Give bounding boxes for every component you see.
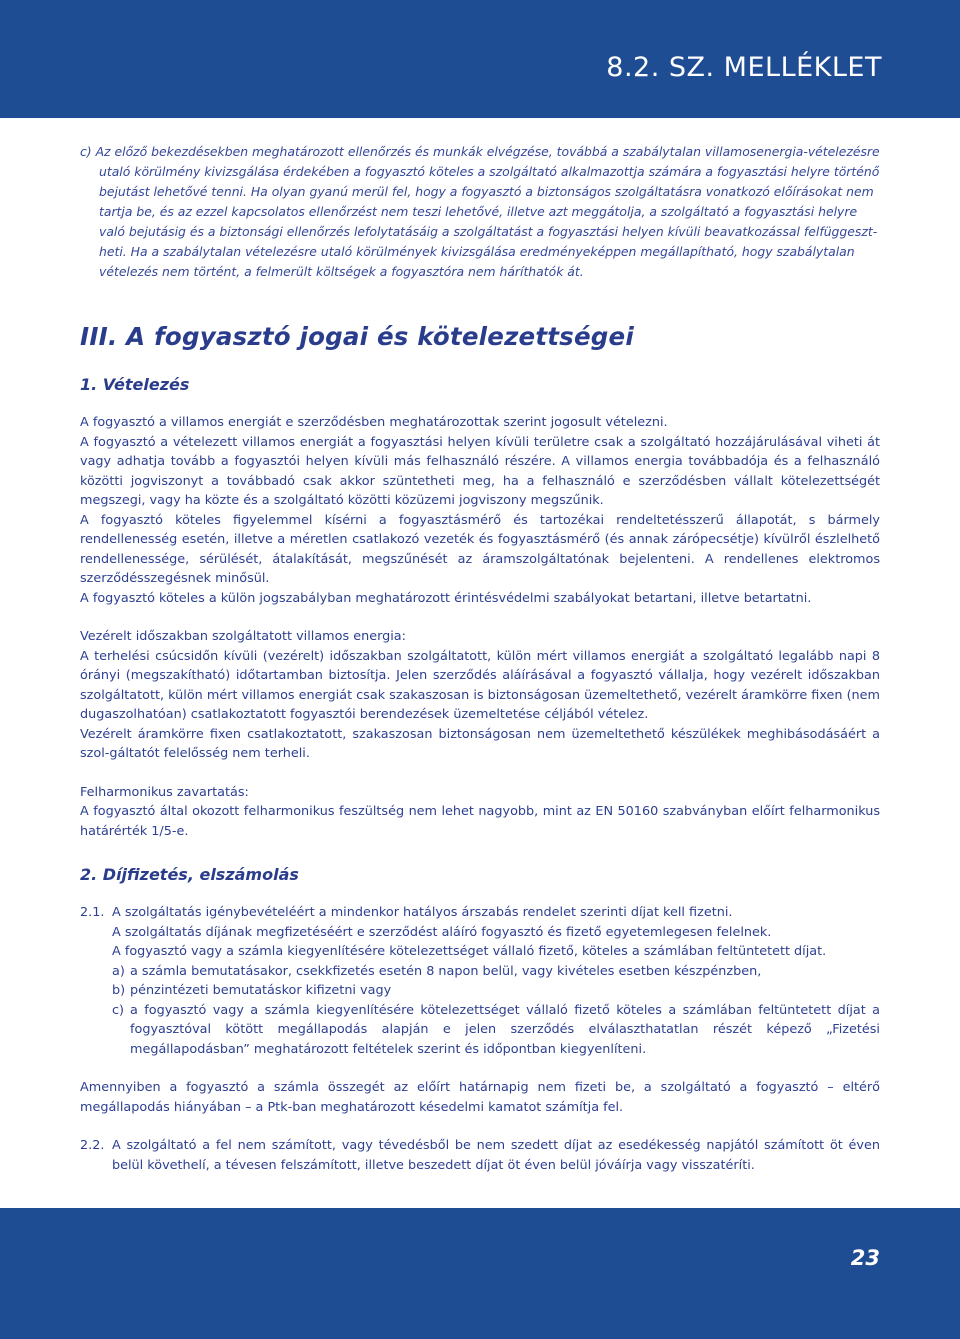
sub-item-c [80,1001,880,1060]
page-content [80,142,880,1175]
subsection-title-dijfizetes: 2. Díjfizetés, elszámolás [80,865,299,884]
intro-line: utaló körülmény kivizsgálása érdekében a fogyasztó köteles a szolgáltató alkalmazottja számára a fogyasztási helyre történő [99,164,880,179]
sub-item-a [80,962,880,982]
intro-line: tartja be, és az ezzel kapcsolatos ellenőrzést nem teszi lehetővé, illetve azt meggátolja, a szolgáltató a fogyasztási helyre [99,204,858,219]
list-line: A szolgáltatás igénybevételéért a mindenkor hatályos árszabás rendelet szerinti díjat kell fizetni. [112,905,733,920]
sub-item-b [80,981,880,1001]
numbered-item-2-2 [80,1136,880,1175]
sub-item-marker: c) [112,1002,125,1018]
item-number: 2.2. [80,1138,105,1153]
paragraph: A fogyasztó által okozott felharmonikus feszültség nem lehet nagyobb, mint az EN 50160 szabványban előírt felharmonikus határérték 1/5-e. [80,804,880,839]
paragraph: Vezérelt áramkörre fixen csatlakoztatott, szakaszosan biztonságosan nem üzemeltethető készülékek meghibásodásáért a szol-gáltatót felelősség nem terheli. [80,726,880,761]
vetelezes-body [80,413,880,841]
numbered-item-2-1 [80,903,880,962]
intro-line: bejutást lehetővé tenni. Ha olyan gyanú merül fel, hogy a fogyasztó a biztonságos szolgáltatásra vonatkozó előírásokat nem [99,184,874,199]
sub-item-marker: a) [112,963,125,979]
intro-line: c) Az előző bekezdésekben meghatározott ellenőrzés és munkák elvégzése, továbbá a szabálytalan villamosenergia-vételezésre [80,144,880,159]
section-title: III. A fogyasztó jogai és kötelezettségei [80,322,634,351]
paragraph: A fogyasztó köteles figyelemmel kísérni a fogyasztásmérő és tartozékai rendeltetésszerű állapotát, s bármely rendellenesség esetén, illetve a méretlen csatlakozó vezeték és fogyasztásmérő (és annak zárópecsétje) kívülről észlelhető rendellenessége, sérülését, átalakítását, megszűnését az áramszolgáltatónak bejelenteni. A rendellenes elektromos szerződésszegésnek minősül. [80,512,880,586]
sub-item-text: a fogyasztó vagy a számla kiegyenlítésére kötelezettséget vállaló fizető köteles a számlában feltüntetett díjat a fogyasztóval kötött megállapodás alapján e jelen szerződés elválaszthatatlan részét képező „Fizetési megállapodásban” meghatározott feltételek szerint és időpontban kiegyenlíteni. [130,1002,880,1057]
paragraph: A terhelési csúcsidőn kívüli (vezérelt) időszakban szolgáltatott, külön mért villamos energiát a szolgáltató legalább napi 8 órányi (megszakítható) időtartamban biztosítja. Jelen szerződés aláírásával a fogyasztó vállalja, hogy vezérelt időszakban szolgáltatott, külön mért villamos energiát csak szakaszosan is biztonságosan üzemeltethető, vezérelt áramkörre fixen (nem dugaszolhatóan) csatlakoztatott fogyasztói berendezések üzemeltetése céljából vételez. [80,648,881,722]
felharmonikus-heading: Felharmonikus zavartatás: [80,784,249,800]
paragraph: A fogyasztó a vételezett villamos energiát a fogyasztási helyen kívüli területre csak a szolgáltató hozzájárulásával viheti át vagy adhatja tovább a fogyasztói helyen kívüli más felhasználó részére. A villamos energia továbbadója és a felhasználó közötti jogviszonyt a továbbadó csak akkor szüntetheti meg, ha a felhasználó e szerződésben vállalt kötelezettségét megszegi, vagy ha közte és a szolgáltató közötti közüzemi jogviszony megszűnik. [80,434,880,508]
late-payment-paragraph: Amennyiben a fogyasztó a számla összegét az előírt határnapig nem fizeti be, a szolgáltató a fogyasztó – eltérő megállapodás hiányában – a Ptk-ban meghatározott késedelmi kamatot számítja fel. [80,1080,880,1115]
intro-line: vételezés nem történt, a felmerült költségek a fogyasztóra nem háríthatók át. [99,264,584,279]
footer-band [0,1208,960,1339]
intro-line: heti. Ha a szabálytalan vételezésre utaló körülmények kivizsgálása eredményeképpen megállapítható, hogy szabálytalan [99,244,855,259]
vezerelt-heading: Vezérelt időszakban szolgáltatott villamos energia: [80,629,406,644]
page-number: 23 [850,1246,880,1270]
sub-item-text: a számla bemutatásakor, csekkfizetés esetén 8 napon belül, vagy kivételes esetben készpénzben, [130,963,762,979]
item-number: 2.1. [80,905,105,920]
annex-title: 8.2. SZ. MELLÉKLET [606,52,882,83]
list-line: A szolgáltató a fel nem számított, vagy tévedésből be nem szedett díjat az esedékesség napjától számított öt éven belül követhelí, a tévesen felszámított, illetve beszedett díjat öt éven belül jóváírja vagy visszatéríti. [112,1138,880,1173]
dijfizetes-body [80,903,880,1175]
intro-line: való bejutásig és a biztonsági ellenőrzés lefolytatásáig a szolgáltatást a fogyasztási helyen kívüli beavatkozással felfüggeszt- [99,224,878,239]
subsection-title-vetelezes: 1. Vételezés [80,375,190,394]
list-line: A fogyasztó vagy a számla kiegyenlítésére kötelezettséget vállaló fizető, köteles a számlában feltüntetett díjat. [112,944,827,959]
header-band [0,0,960,118]
intro-paragraph [80,142,880,282]
paragraph: A fogyasztó a villamos energiát e szerződésben meghatározottak szerint jogosult vételezni. [80,415,668,430]
list-line: A szolgáltatás díjának megfizetéséért e szerződést aláíró fogyasztó és fizető egyetemlegesen felelnek. [112,924,772,940]
sub-item-marker: b) [112,983,126,998]
sub-item-text: pénzintézeti bemutatáskor kifizetni vagy [130,983,392,998]
paragraph: A fogyasztó köteles a külön jogszabályban meghatározott érintésvédelmi szabályokat betartani, illetve betartatni. [80,590,812,606]
